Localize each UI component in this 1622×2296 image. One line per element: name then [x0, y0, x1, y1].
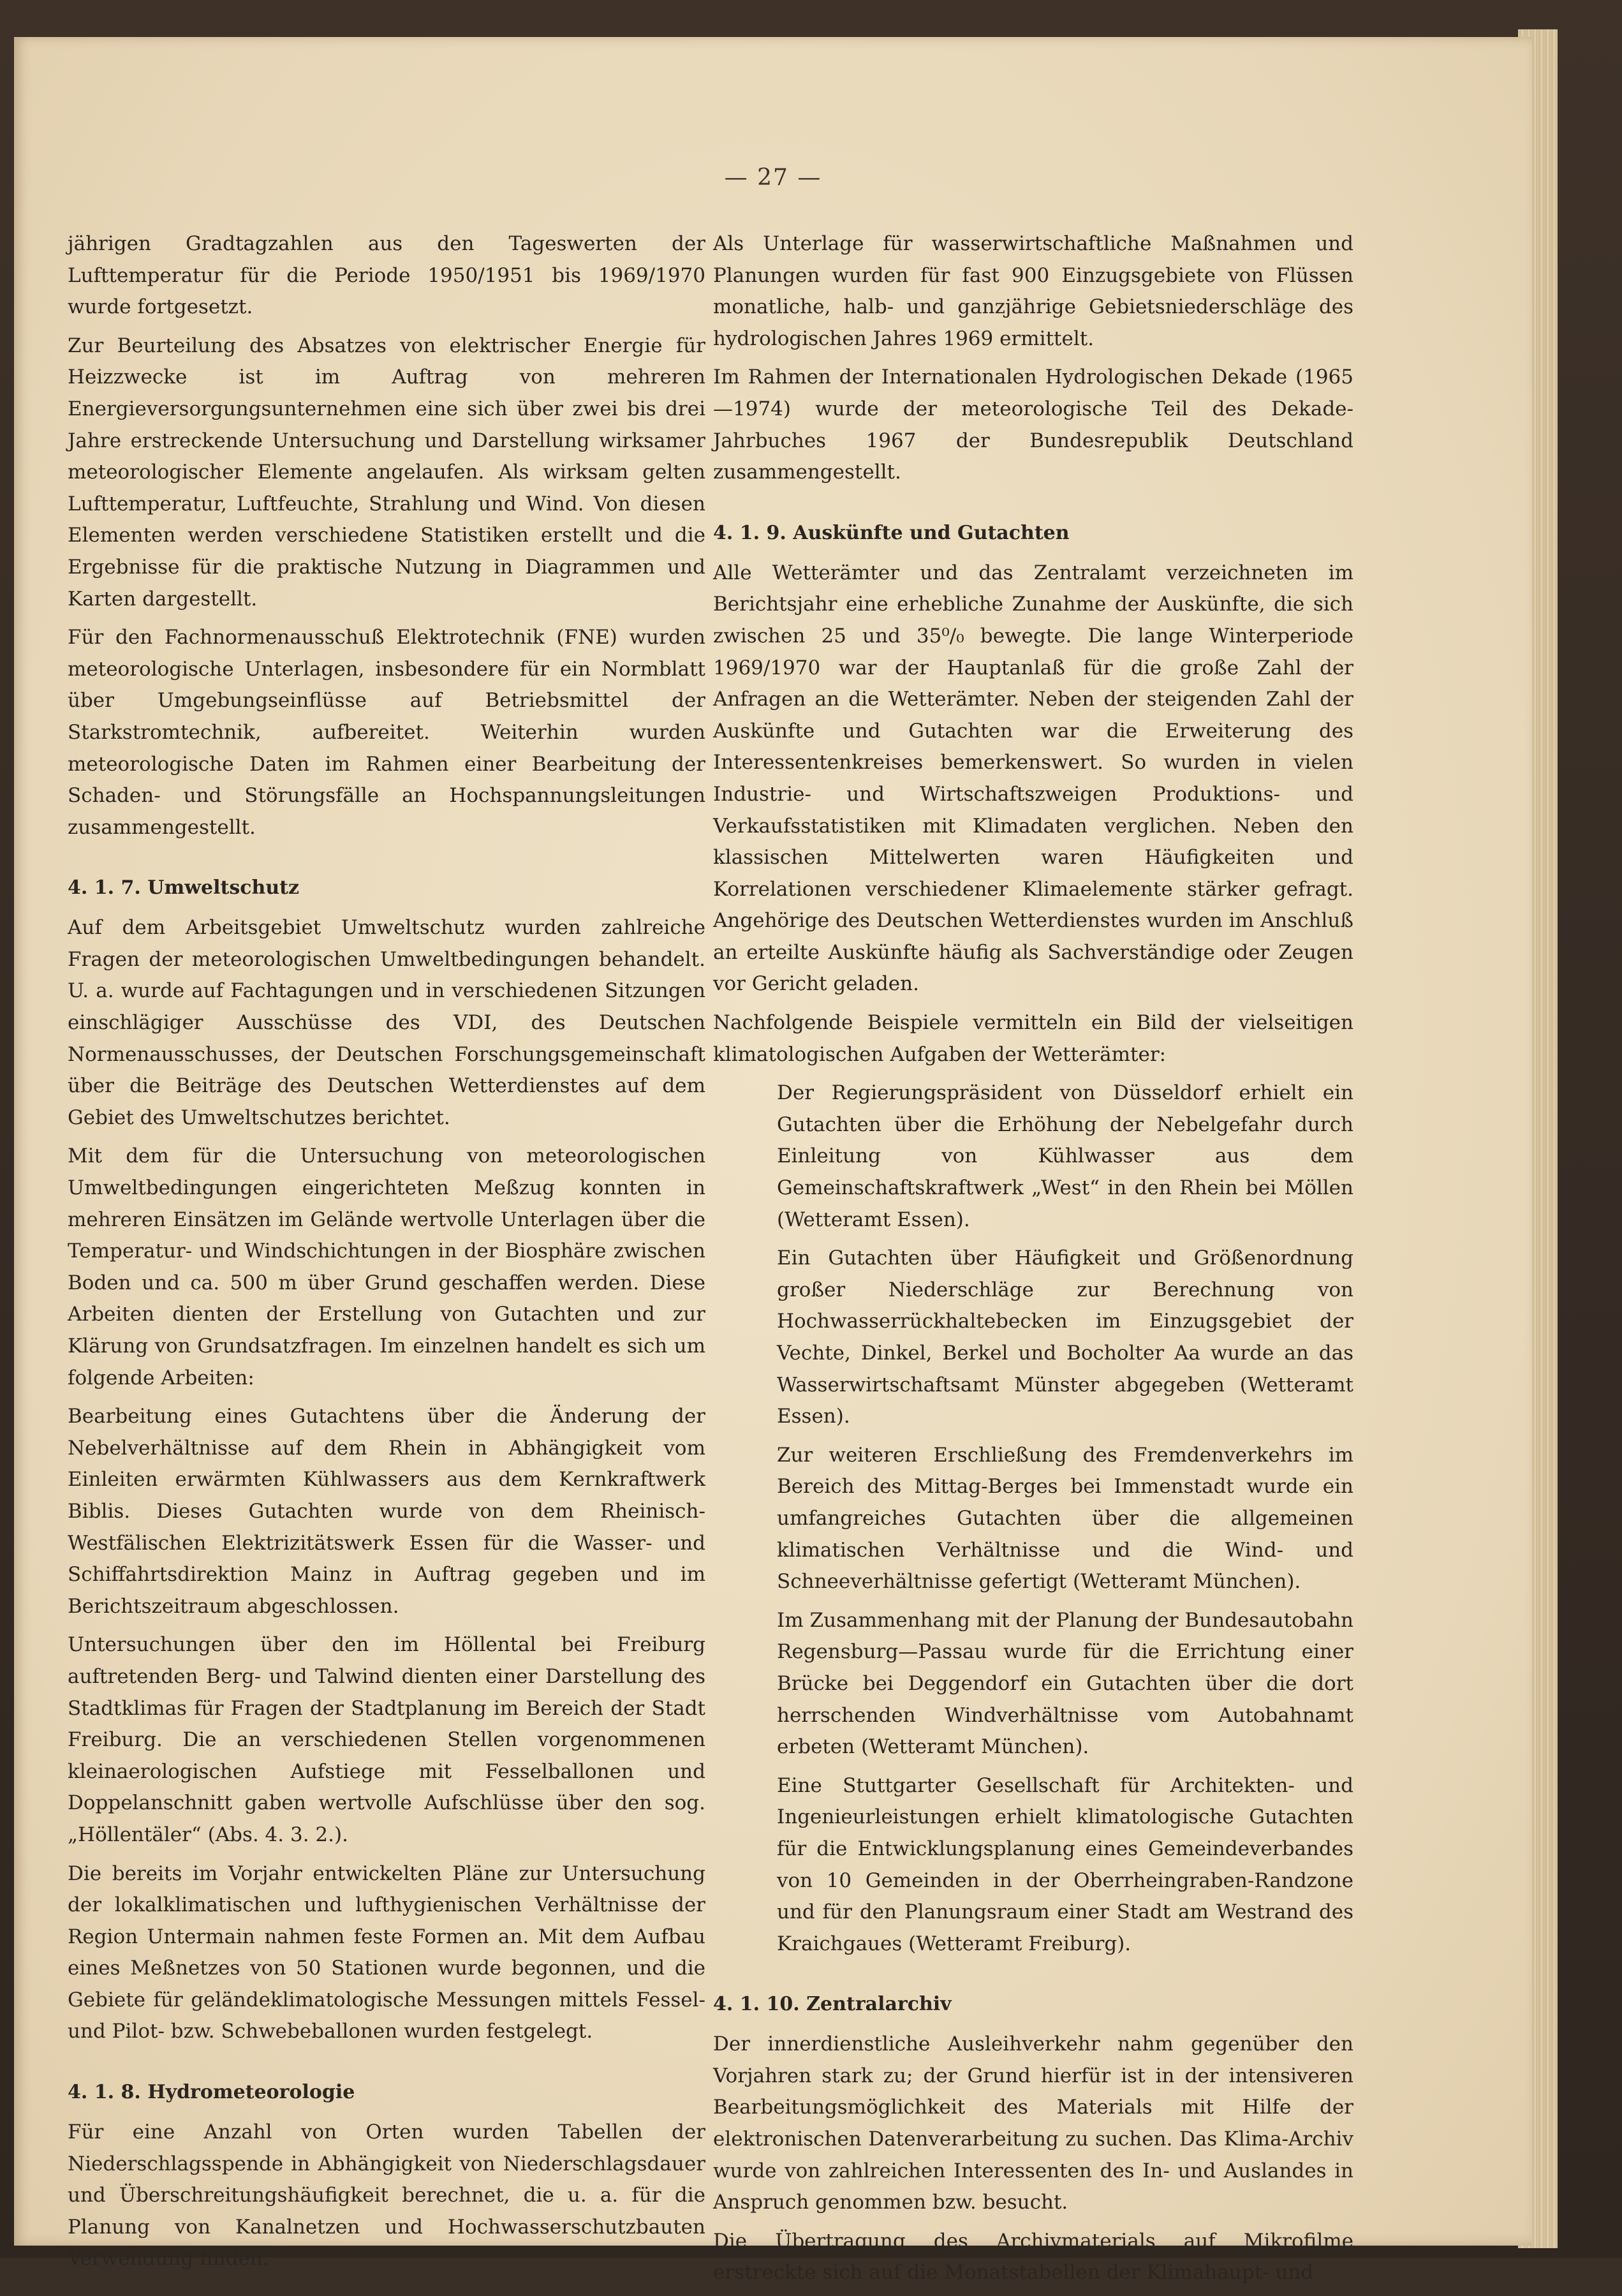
paragraph: Mit dem für die Untersuchung von meteorologischen Umweltbedingungen eingerichteten Meßzug konnten in mehreren Einsätzen im Gelände wertvolle Unterlagen über die Temperatur- und Windschichtungen in der Biosphäre zwischen Boden und ca. 500 m über Grund geschaffen werden. Diese Arbeiten dienten der Erstellung von Gutachten und zur Klärung von Grundsatzfragen. Im einzelnen handelt es sich um folgende Arbeiten: — [68, 1144, 705, 1389]
left-column — [68, 228, 705, 2282]
example-item: Eine Stuttgarter Gesellschaft für Architekten- und Ingenieurleistungen erhielt klimatologische Gutachten für die Entwicklungsplanung eines Gemeindeverbandes von 10 Gemeinden in der Oberrheingraben-Randzone und für den Planungsraum einer Stadt am Westrand des Kraichgaues (Wetteramt Freiburg). — [777, 1774, 1353, 1955]
paragraph: Untersuchungen über den im Höllental bei Freiburg auftretenden Berg- und Talwind dienten einer Darstellung des Stadtklimas für Fragen der Stadtplanung im Bereich der Stadt Freiburg. Die an verschiedenen Stellen vorgenommenen kleinaerologischen Aufstiege mit Fesselballonen und Doppelanschnitt gaben wertvolle Aufschlüsse über den sog. „Höllentäler“ (Abs. 4. 3. 2.). — [68, 1633, 705, 1846]
paragraph: Alle Wetterämter und das Zentralamt verzeichneten im Berichtsjahr eine erhebliche Zunahme der Auskünfte, die sich zwischen 25 und 35⁰/₀ bewegte. Die lange Winterperiode 1969/1970 war der Hauptanlaß für die große Zahl der Anfragen an die Wetterämter. Neben der steigenden Zahl der Auskünfte und Gutachten war die Erweiterung des Interessentenkreises bemerkenswert. So wurden in vielen Industrie- und Wirtschaftszweigen Produktions- und Verkaufsstatistiken mit Klimadaten verglichen. Neben den klassischen Mittelwerten waren Häufigkeiten und Korrelationen verschiedener Klimaelemente stärker gefragt. Angehörige des Deutschen Wetterdienstes wurden im Anschluß an erteilte Auskünfte häufig als Sachverständige oder Zeugen vor Gericht geladen. — [713, 561, 1353, 996]
example-item: Zur weiteren Erschließung des Fremdenverkehrs im Bereich des Mittag-Berges bei Immenstadt wurde ein umfangreiches Gutachten über die allgemeinen klimatischen Verhältnisse und die Wind- und Schneeverhältnisse gefertigt (Wetteramt München). — [777, 1443, 1353, 1594]
paragraph: Als Unterlage für wasserwirtschaftliche Maßnahmen und Planungen wurden für fast 900 Einzugsgebiete von Flüssen monatliche, halb- und ganzjährige Gebietsniederschläge des hydrologischen Jahres 1969 ermittelt. — [713, 232, 1353, 350]
page-number: — 27 — — [724, 165, 822, 191]
section-heading-hydrometeorologie: 4. 1. 8. Hydrometeorologie — [68, 2081, 355, 2104]
paragraph: Die Übertragung des Archivmaterials auf Mikrofilme erstreckte sich auf die Monatstabellen der Klimahaupt- und — [713, 2229, 1353, 2285]
paragraph: Für den Fachnormenausschuß Elektrotechnik (FNE) wurden meteorologische Unterlagen, insbesondere für ein Normblatt über Umgebungseinflüsse auf Betriebsmittel der Starkstromtechnik, aufbereitet. Weiterhin wurden meteorologische Daten im Rahmen einer Bearbeitung der Schaden- und Störungsfälle an Hochspannungsleitungen zusammengestellt. — [68, 626, 705, 839]
right-column — [713, 228, 1353, 2296]
paragraph: Der innerdienstliche Ausleihverkehr nahm gegenüber den Vorjahren stark zu; der Grund hierfür ist in der intensiveren Bearbeitungsmöglichkeit des Materials mit Hilfe der elektronischen Datenverarbeitung zu suchen. Das Klima-Archiv wurde von zahlreichen Interessenten des In- und Auslandes in Anspruch genommen bzw. besucht. — [713, 2033, 1353, 2214]
paragraph: Auf dem Arbeitsgebiet Umweltschutz wurden zahlreiche Fragen der meteorologischen Umweltbedingungen behandelt. U. a. wurde auf Fachtagungen und in verschiedenen Sitzungen einschlägiger Ausschüsse des VDI, des Deutschen Normenausschusses, der Deutschen Forschungsgemeinschaft über die Beiträge des Deutschen Wetterdienstes auf dem Gebiet des Umweltschutzes berichtet. — [68, 916, 705, 1129]
paragraph: Die bereits im Vorjahr entwickelten Pläne zur Untersuchung der lokalklimatischen und lufthygienischen Verhältnisse der Region Untermain nahmen feste Formen an. Mit dem Aufbau eines Meßnetzes von 50 Stationen wurde begonnen, und die Gebiete für geländeklimatologische Messungen mittels Fessel- und Pilot- bzw. Schwebeballonen wurden festgelegt. — [68, 1862, 705, 2043]
paragraph: Zur Beurteilung des Absatzes von elektrischer Energie für Heizzwecke ist im Auftrag von mehreren Energieversorgungsunternehmen eine sich über zwei bis drei Jahre erstreckende Untersuchung und Darstellung wirksamer meteorologischer Elemente angelaufen. Als wirksam gelten Lufttemperatur, Luftfeuchte, Strahlung und Wind. Von diesen Elementen werden verschiedene Statistiken erstellt und die Ergebnisse für die praktische Nutzung in Diagrammen und Karten dargestellt. — [68, 334, 705, 611]
example-item: Im Zusammenhang mit der Planung der Bundesautobahn Regensburg—Passau wurde für die Errichtung einer Brücke bei Deggendorf ein Gutachten über die dort herrschenden Windverhältnisse vom Autobahnamt erbeten (Wetteramt München). — [777, 1608, 1353, 1759]
example-item: Ein Gutachten über Häufigkeit und Größenordnung großer Niederschläge zur Berechnung von Hochwasserrückhaltebecken im Einzugsgebiet der Vechte, Dinkel, Berkel und Bocholter Aa wurde an das Wasserwirtschaftsamt Münster abgegeben (Wetteramt Essen). — [777, 1247, 1353, 1428]
paragraph: Bearbeitung eines Gutachtens über die Änderung der Nebelverhältnisse auf dem Rhein in Abhängigkeit vom Einleiten erwärmten Kühlwassers aus dem Kernkraftwerk Biblis. Dieses Gutachten wurde von dem Rheinisch-Westfälischen Elektrizitätswerk Essen für die Wasser- und Schiffahrtsdirektion Mainz in Auftrag gegeben und im Berichtszeitraum abgeschlossen. — [68, 1405, 705, 1618]
example-item: Der Regierungspräsident von Düsseldorf erhielt ein Gutachten über die Erhöhung der Nebelgefahr durch Einleitung von Kühlwasser aus dem Gemeinschaftskraftwerk „West“ in den Rhein bei Möllen (Wetteramt Essen). — [777, 1081, 1353, 1231]
book-page — [14, 37, 1532, 2285]
paragraph: Im Rahmen der Internationalen Hydrologischen Dekade (1965—1974) wurde der meteorologische Teil des Dekade-Jahrbuches 1967 der Bundesrepublik Deutschland zusammengestellt. — [713, 366, 1353, 484]
section-heading-auskuenfte: 4. 1. 9. Auskünfte und Gutachten — [713, 521, 1070, 544]
section-heading-zentralarchiv: 4. 1. 10. Zentralarchiv — [713, 1993, 952, 2016]
paragraph: Nachfolgende Beispiele vermitteln ein Bild der vielseitigen klimatologischen Aufgaben der Wetterämter: — [713, 1011, 1353, 1066]
paragraph: Für eine Anzahl von Orten wurden Tabellen der Niederschlagsspende in Abhängigkeit von Niederschlagsdauer und Überschreitungshäufigkeit berechnet, die u. a. für die Planung von Kanalnetzen und Hochwasserschutzbauten Verwendung finden. — [68, 2121, 705, 2270]
paragraph: jährigen Gradtagzahlen aus den Tageswerten der Lufttemperatur für die Periode 1950/1951 bis 1969/1970 wurde fortgesetzt. — [68, 232, 705, 319]
section-heading-umweltschutz: 4. 1. 7. Umweltschutz — [68, 877, 300, 900]
